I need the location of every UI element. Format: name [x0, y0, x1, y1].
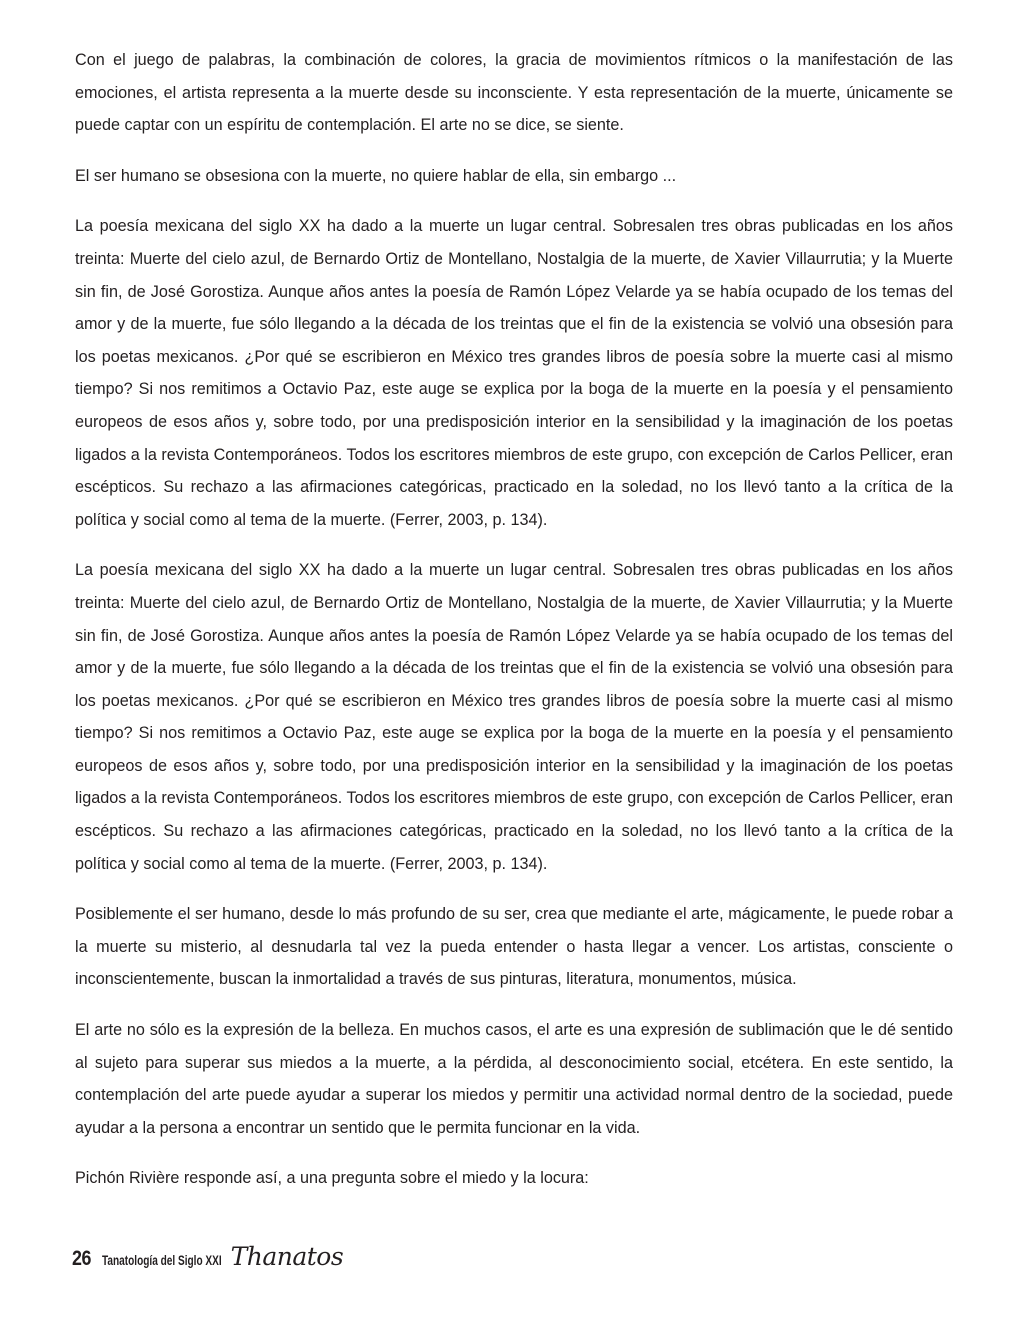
paragraph-sublimation: El arte no sólo es la expresión de la belleza. En muchos casos, el arte es una expresión de sublimación que le dé sentido al sujeto para superar sus miedos a la muerte, a la pérdida, al desconocimiento social, etcétera. En este sentido, la contemplación del arte puede ayudar a superar los miedos y permitir una actividad normal dentro de la sociedad, puede ayudar a la persona a encontrar un sentido que le permita funcionar en la vida. — [75, 1021, 953, 1137]
paragraph-obsession: El ser humano se obsesiona con la muerte, no quiere hablar de ella, sin embargo ... — [75, 166, 677, 185]
page-number: 26 — [72, 1247, 92, 1270]
paragraph-pichon-riviere: Pichón Rivière responde así, a una pregunta sobre el miedo y la locura: — [75, 1169, 589, 1188]
journal-name: Tanatología del Siglo XXI — [102, 1252, 223, 1268]
paragraph-immortality: Posiblemente el ser humano, desde lo más profundo de su ser, crea que mediante el arte, mágicamente, le puede robar a la muerte su misterio, al desnudarla tal vez la pueda entender o hasta llegar a vencer. Los artistas, consciente o inconscientemente, buscan la inmortalidad a través de sus pinturas, literatura, monumentos, música. — [75, 905, 953, 989]
page-footer — [72, 1242, 343, 1272]
paragraph-mexican-poetry-repeat: La poesía mexicana del siglo XX ha dado a la muerte un lugar central. Sobresalen tres obras publicadas en los años treinta: Muerte del cielo azul, de Bernardo Ortiz de Montellano, Nostalgia de la muerte, de Xavier Villaurrutia; y la Muerte sin fin, de José Gorostiza. Aunque años antes la poesía de Ramón López Velarde ya se había ocupado de los temas del amor y de la muerte, fue sólo llegando a la década de los treintas que el fin de la existencia se volvió una obsesión para los poetas mexicanos. ¿Por qué se escribieron en México tres grandes libros de poesía sobre la muerte casi al mismo tiempo? Si nos remitimos a Octavio Paz, este auge se explica por la boga de la muerte en la poesía y el pensamiento europeos de esos años y, sobre todo, por una predisposición interior en la sensibilidad y la imaginación de los poetas ligados a la revista Contemporáneos. Todos los escritores miembros de este grupo, con excepción de Carlos Pellicer, eran escépticos. Su rechazo a las afirmaciones categóricas, practicado en la soledad, no los llevó tanto a la crítica de la política y social como al tema de la muerte. (Ferrer, 2003, p. 134). — [75, 561, 953, 873]
paragraph-art-representation: Con el juego de palabras, la combinación de colores, la gracia de movimientos rítmicos o la manifestación de las emociones, el artista representa a la muerte desde su inconsciente. Y esta representación de la muerte, únicamente se puede captar con un espíritu de contemplación. El arte no se dice, se siente. — [75, 51, 953, 135]
document-body — [75, 44, 953, 1213]
journal-logo: Thanatos — [230, 1242, 344, 1271]
paragraph-mexican-poetry: La poesía mexicana del siglo XX ha dado a la muerte un lugar central. Sobresalen tres obras publicadas en los años treinta: Muerte del cielo azul, de Bernardo Ortiz de Montellano, Nostalgia de la muerte, de Xavier Villaurrutia; y la Muerte sin fin, de José Gorostiza. Aunque años antes la poesía de Ramón López Velarde ya se había ocupado de los temas del amor y de la muerte, fue sólo llegando a la década de los treintas que el fin de la existencia se volvió una obsesión para los poetas mexicanos. ¿Por qué se escribieron en México tres grandes libros de poesía sobre la muerte casi al mismo tiempo? Si nos remitimos a Octavio Paz, este auge se explica por la boga de la muerte en la poesía y el pensamiento europeos de esos años y, sobre todo, por una predisposición interior en la sensibilidad y la imaginación de los poetas ligados a la revista Contemporáneos. Todos los escritores miembros de este grupo, con excepción de Carlos Pellicer, eran escépticos. Su rechazo a las afirmaciones categóricas, practicado en la soledad, no los llevó tanto a la crítica de la política y social como al tema de la muerte. (Ferrer, 2003, p. 134). — [75, 217, 953, 529]
